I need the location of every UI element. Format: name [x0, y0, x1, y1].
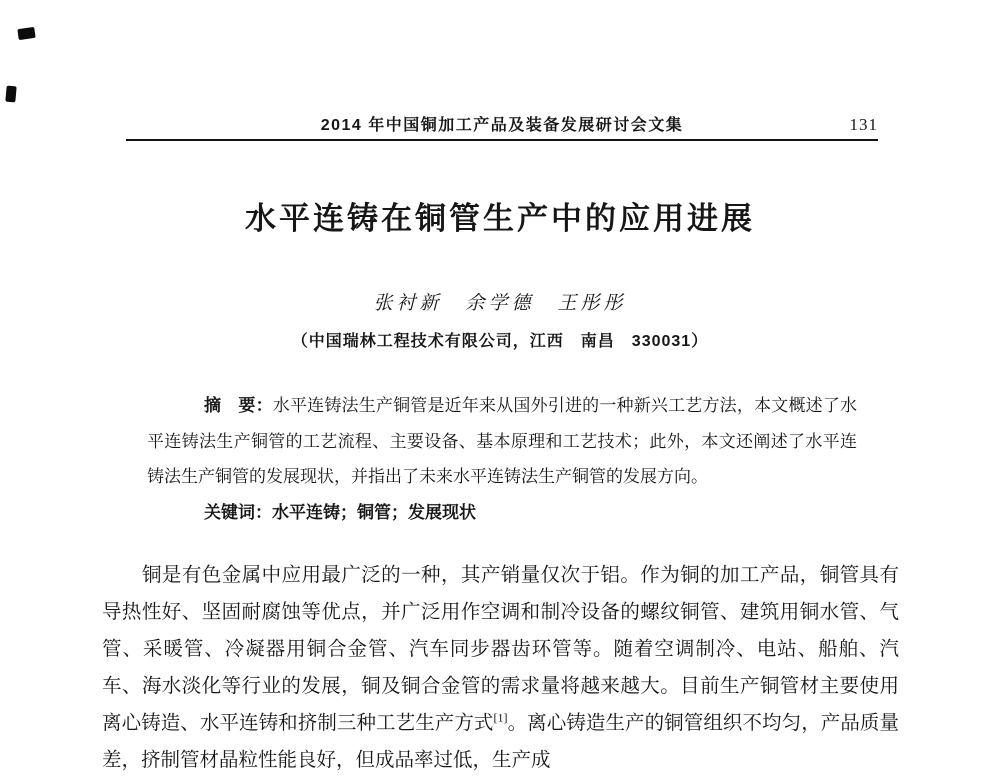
- citation-ref: [1]: [493, 710, 508, 725]
- body-paragraph: [102, 557, 899, 779]
- abstract-paragraph: [147, 388, 857, 495]
- abstract-section: [147, 388, 857, 530]
- keywords-label: 关键词：: [204, 502, 272, 522]
- scan-artifact: [5, 86, 16, 103]
- body-text-after-ref: 。离心铸造生产的铜管组织不均匀，产品质量差，挤制管材晶粒性能良好，但成品率过低，生产成: [102, 713, 899, 771]
- running-header: [126, 112, 878, 135]
- keywords-text: 水平连铸；铜管；发展现状: [272, 502, 476, 522]
- header-rule: [126, 139, 878, 141]
- proceedings-title: 2014 年中国铜加工产品及装备发展研讨会文集: [320, 117, 684, 134]
- body-section: [102, 557, 899, 779]
- page-number: 131: [849, 115, 878, 134]
- keywords-line: [147, 495, 857, 531]
- affiliation-line: （中国瑞林工程技术有限公司，江西 南昌 330031）: [291, 333, 709, 350]
- body-text-before-ref: 铜是有色金属中应用最广泛的一种，其产销量仅次于铝。作为铜的加工产品，铜管具有导热性好、坚固耐腐蚀等优点，并广泛用作空调和制冷设备的螺纹铜管、建筑用铜水管、气管、采暖管、冷凝器用铜合金管、汽车同步器齿环管等。随着空调制冷、电站、船舶、汽车、海水淡化等行业的发展，铜及铜合金管的需求量将越来越大。目前生产铜管材主要使用离心铸造、水平连铸和挤制三种工艺生产方式: [102, 565, 899, 734]
- scan-artifact: [17, 27, 35, 40]
- article-title: 水平连铸在铜管生产中的应用进展: [245, 201, 755, 236]
- abstract-label: 摘 要：: [204, 396, 273, 415]
- abstract-text: 水平连铸法生产铜管是近年来从国外引进的一种新兴工艺方法，本文概述了水平连铸法生产铜管的工艺流程、主要设备、基本原理和工艺技术；此外，本文还阐述了水平连铸法生产铜管的发展现状，并指出了未来水平连铸法生产铜管的发展方向。: [147, 396, 858, 486]
- authors-line: 张衬新 余学德 王彤彤: [373, 293, 627, 314]
